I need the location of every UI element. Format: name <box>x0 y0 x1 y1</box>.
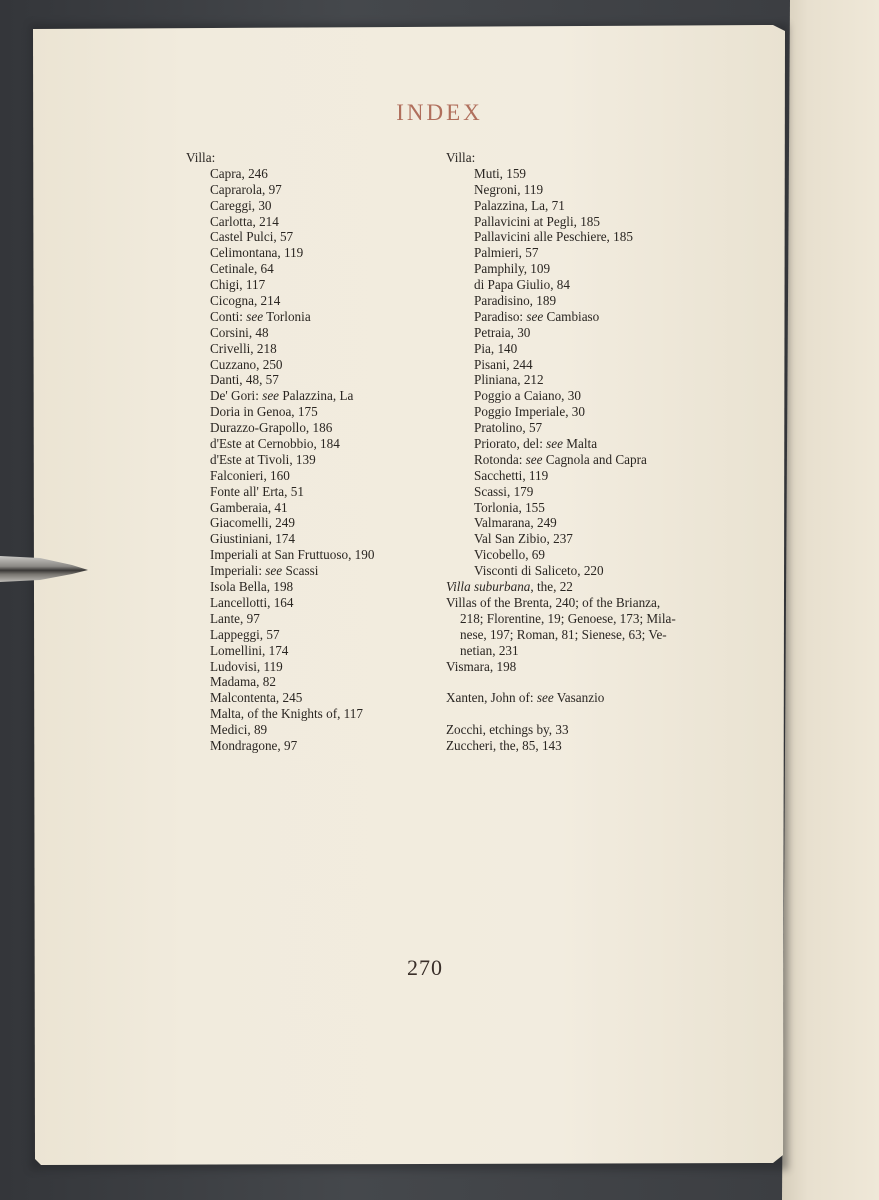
index-entry <box>186 643 456 659</box>
entry-text: Valmarana, 249 <box>474 515 557 531</box>
entry-text: Giustiniani, 174 <box>210 531 295 547</box>
entry-italic-see: see <box>265 563 283 579</box>
index-entry <box>446 372 702 388</box>
entry-text: Sacchetti, 119 <box>474 467 549 483</box>
entry-line: netian, 231 <box>460 642 519 658</box>
index-entry <box>446 500 702 516</box>
index-entry <box>186 468 456 484</box>
entry-italic-see: see <box>536 690 554 706</box>
entry-text: Isola Bella, 198 <box>210 579 294 595</box>
index-entry-vismara: Vismara, 198 <box>446 658 517 674</box>
entry-text: Lante, 97 <box>210 610 260 626</box>
entry-text: Carlotta, 214 <box>210 213 279 229</box>
entry-text: Pallavicini alle Peschiere, 185 <box>474 229 633 245</box>
entry-text: Pia, 140 <box>474 340 518 356</box>
index-entry <box>186 515 456 531</box>
letter-gap <box>446 674 702 690</box>
index-entry <box>446 198 702 214</box>
entry-text: Cicogna, 214 <box>210 293 281 309</box>
entry-text: Palmieri, 57 <box>474 245 539 261</box>
index-entry <box>186 325 456 341</box>
index-entry <box>446 452 702 468</box>
entry-text: Palazzina, La <box>279 388 354 404</box>
entry-text: Mondragone, 97 <box>210 737 298 753</box>
index-entry <box>446 547 702 563</box>
entry-text: Medici, 89 <box>210 722 268 738</box>
letter-gap <box>446 706 702 722</box>
entry-text: Cambiaso <box>543 308 600 324</box>
entry-text: Fonte all' Erta, 51 <box>210 483 304 499</box>
index-entry <box>446 484 702 500</box>
entry-text: Corsini, 48 <box>210 324 269 340</box>
index-entry-zocchi: Zocchi, etchings by, 33 <box>446 722 569 738</box>
index-entry-zuccheri: Zuccheri, the, 85, 143 <box>446 738 562 754</box>
index-entry <box>186 611 456 627</box>
entry-italic-see: see <box>526 308 544 324</box>
entry-text: Caprarola, 97 <box>210 181 282 197</box>
entry-text: Vasanzio <box>553 690 605 706</box>
entry-text: di Papa Giulio, 84 <box>474 277 570 293</box>
index-entry <box>186 182 456 198</box>
entry-text: De' Gori: <box>210 388 263 404</box>
index-entry <box>446 341 702 357</box>
index-entry <box>186 738 456 754</box>
entry-text: Palazzina, La, 71 <box>474 197 565 213</box>
index-entry <box>186 341 456 357</box>
page-number: 270 <box>407 955 443 980</box>
index-entry <box>186 309 456 325</box>
entry-text: Danti, 48, 57 <box>210 372 279 388</box>
index-entry <box>186 436 456 452</box>
entry-text: Celimontana, 119 <box>210 245 304 261</box>
index-entry <box>186 500 456 516</box>
entry-text: Capra, 246 <box>210 165 268 181</box>
entry-text: Malcontenta, 245 <box>210 690 303 706</box>
entry-text: Lappeggi, 57 <box>210 626 280 642</box>
entry-text: Doria in Genoa, 175 <box>210 404 318 420</box>
index-entry <box>446 563 702 579</box>
index-entry <box>186 547 456 563</box>
entry-text: Xanten, John of: <box>446 690 537 706</box>
entry-text: Pallavicini at Pegli, 185 <box>474 213 600 229</box>
index-head-villa: Villa: <box>186 150 216 165</box>
index-entry <box>186 674 456 690</box>
entry-text: Muti, 159 <box>474 165 527 181</box>
index-entry <box>446 229 702 245</box>
entry-line: 218; Florentine, 19; Genoese, 173; Mila- <box>460 610 676 626</box>
index-entry <box>186 420 456 436</box>
entry-text: Pliniana, 212 <box>474 372 544 388</box>
index-entry <box>186 706 456 722</box>
entry-text: Vicobello, 69 <box>474 547 545 563</box>
index-entry-list <box>446 166 702 579</box>
index-entry <box>446 166 702 182</box>
entry-text: d'Este at Tivoli, 139 <box>210 451 316 467</box>
entry-text: Paradisino, 189 <box>474 293 557 309</box>
entry-text: Pamphily, 109 <box>474 261 551 277</box>
index-entry <box>186 293 456 309</box>
entry-italic-see: see <box>246 308 264 324</box>
index-entry <box>446 468 702 484</box>
index-entry <box>186 214 456 230</box>
index-entry <box>186 563 456 579</box>
entry-line: nese, 197; Roman, 81; Sienese, 63; Ve- <box>460 626 667 642</box>
entry-text: Negroni, 119 <box>474 181 544 197</box>
index-column-right <box>446 150 702 754</box>
entry-text: Lancellotti, 164 <box>210 594 294 610</box>
entry-italic-see: see <box>262 388 280 404</box>
index-entry <box>446 388 702 404</box>
index-entry <box>186 452 456 468</box>
index-entry <box>446 531 702 547</box>
entry-text: Madama, 82 <box>210 674 276 690</box>
entry-text: Poggio Imperiale, 30 <box>474 404 585 420</box>
entry-text: Scassi, 179 <box>474 483 534 499</box>
entry-text: Torlonia, 155 <box>474 499 545 515</box>
entry-text: Conti: <box>210 308 247 324</box>
entry-text: Giacomelli, 249 <box>210 515 295 531</box>
entry-text: Val San Zibio, 237 <box>474 531 573 547</box>
entry-text: d'Este at Cernobbio, 184 <box>210 436 340 452</box>
index-entry <box>446 245 702 261</box>
index-entry <box>186 229 456 245</box>
index-entry <box>186 261 456 277</box>
entry-text: Falconieri, 160 <box>210 467 290 483</box>
entry-text: Lomellini, 174 <box>210 642 289 658</box>
index-entry <box>446 436 702 452</box>
entry-line: Villas of the Brenta, 240; of the Brianza, <box>446 594 661 610</box>
index-entry-xanten <box>446 690 702 706</box>
index-entry <box>186 357 456 373</box>
entry-text: Imperiali at San Fruttuoso, 190 <box>210 547 375 563</box>
index-entry <box>186 166 456 182</box>
index-entry <box>446 325 702 341</box>
entry-text: Pisani, 244 <box>474 356 533 372</box>
entry-text: Priorato, del: <box>474 436 547 452</box>
entry-text: Cetinale, 64 <box>210 261 274 277</box>
entry-text: Chigi, 117 <box>210 277 266 293</box>
index-entry <box>446 182 702 198</box>
index-entry <box>446 404 702 420</box>
index-entry <box>186 722 456 738</box>
entry-text: Rotonda: <box>474 451 526 467</box>
index-entry <box>186 277 456 293</box>
entry-text: Ludovisi, 119 <box>210 658 283 674</box>
index-entry <box>446 261 702 277</box>
entry-text: Pratolino, 57 <box>474 420 543 436</box>
index-entry <box>186 531 456 547</box>
index-entry <box>446 515 702 531</box>
entry-text: Careggi, 30 <box>210 197 272 213</box>
entry-text: Petraia, 30 <box>474 324 531 340</box>
index-entry <box>186 579 456 595</box>
entry-italic-see: see <box>525 451 543 467</box>
index-entry <box>186 595 456 611</box>
index-entry <box>186 372 456 388</box>
index-entry <box>446 277 702 293</box>
entry-text: Cagnola and Capra <box>542 451 647 467</box>
entry-text: Paradiso: <box>474 308 527 324</box>
entry-text: Visconti di Saliceto, 220 <box>474 563 604 579</box>
entry-text: Scassi <box>282 563 319 579</box>
entry-italic-see: see <box>546 436 563 452</box>
index-entry <box>186 627 456 643</box>
index-entry-villa-suburbana <box>446 579 702 595</box>
entry-italic-text: Villa suburbana <box>446 579 531 595</box>
entry-text: Durazzo-Grapollo, 186 <box>210 420 333 436</box>
index-entry <box>186 690 456 706</box>
entry-text: Torlonia <box>263 308 311 324</box>
entry-text: Castel Pulci, 57 <box>210 229 294 245</box>
index-heading: INDEX <box>396 100 483 125</box>
entry-text: , the, 22 <box>530 579 573 595</box>
entry-text: Crivelli, 218 <box>210 340 277 356</box>
index-entry <box>186 404 456 420</box>
index-head-villa: Villa: <box>446 150 476 165</box>
entry-text: Malta <box>563 436 598 452</box>
index-column-left <box>186 150 456 754</box>
index-entry <box>446 309 702 325</box>
index-entry <box>186 388 456 404</box>
index-entry <box>186 198 456 214</box>
index-entry <box>446 214 702 230</box>
index-entry-list <box>186 166 456 754</box>
entry-text: Malta, of the Knights of, 117 <box>210 706 363 722</box>
index-entry-villas <box>446 595 702 659</box>
index-entry <box>186 245 456 261</box>
index-entry <box>186 484 456 500</box>
entry-text: Gamberaia, 41 <box>210 499 288 515</box>
entry-text: Poggio a Caiano, 30 <box>474 388 581 404</box>
index-entry <box>446 357 702 373</box>
entry-text: Cuzzano, 250 <box>210 356 283 372</box>
index-entry <box>186 659 456 675</box>
entry-text: Imperiali: <box>210 563 266 579</box>
index-entry <box>446 293 702 309</box>
index-entry <box>446 420 702 436</box>
